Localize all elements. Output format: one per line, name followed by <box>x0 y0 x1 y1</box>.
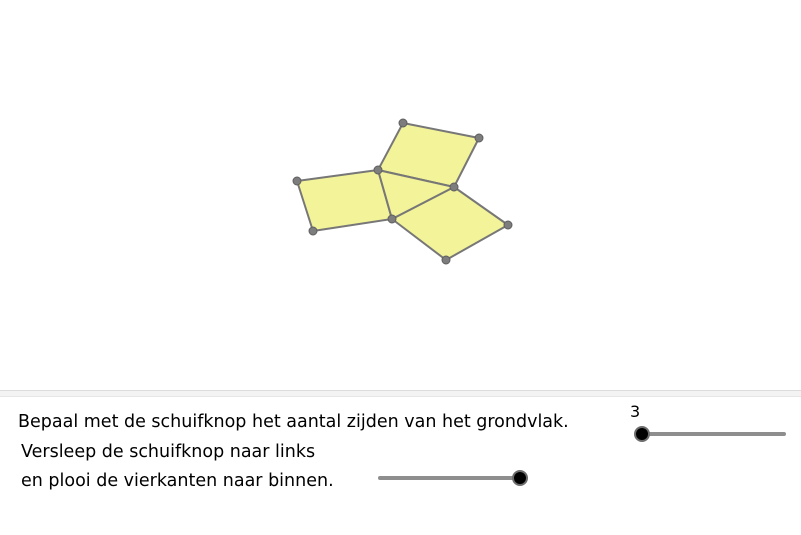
sides-slider-track[interactable] <box>642 432 786 436</box>
fold-slider[interactable] <box>378 468 520 488</box>
fold-slider-thumb[interactable] <box>512 470 528 486</box>
sides-slider[interactable] <box>642 424 786 444</box>
instruction-fold-line1: Versleep de schuifknop naar links <box>21 442 316 462</box>
net-vertex[interactable] <box>399 119 407 127</box>
net-vertex[interactable] <box>450 183 458 191</box>
fold-slider-track[interactable] <box>378 476 520 480</box>
instruction-sides: Bepaal met de schuifknop het aantal zijden van het grondvlak. <box>18 412 569 432</box>
net-vertex[interactable] <box>388 215 396 223</box>
net-vertex[interactable] <box>293 177 301 185</box>
net-vertex[interactable] <box>442 256 450 264</box>
left-square-face <box>297 170 392 231</box>
sides-slider-value: 3 <box>630 402 641 421</box>
net-vertex[interactable] <box>475 134 483 142</box>
panel-divider <box>0 390 801 397</box>
sides-slider-thumb[interactable] <box>634 426 650 442</box>
net-vertex[interactable] <box>374 166 382 174</box>
net-vertex[interactable] <box>504 221 512 229</box>
instruction-fold-line2: en plooi de vierkanten naar binnen. <box>21 471 334 491</box>
net-vertex[interactable] <box>309 227 317 235</box>
